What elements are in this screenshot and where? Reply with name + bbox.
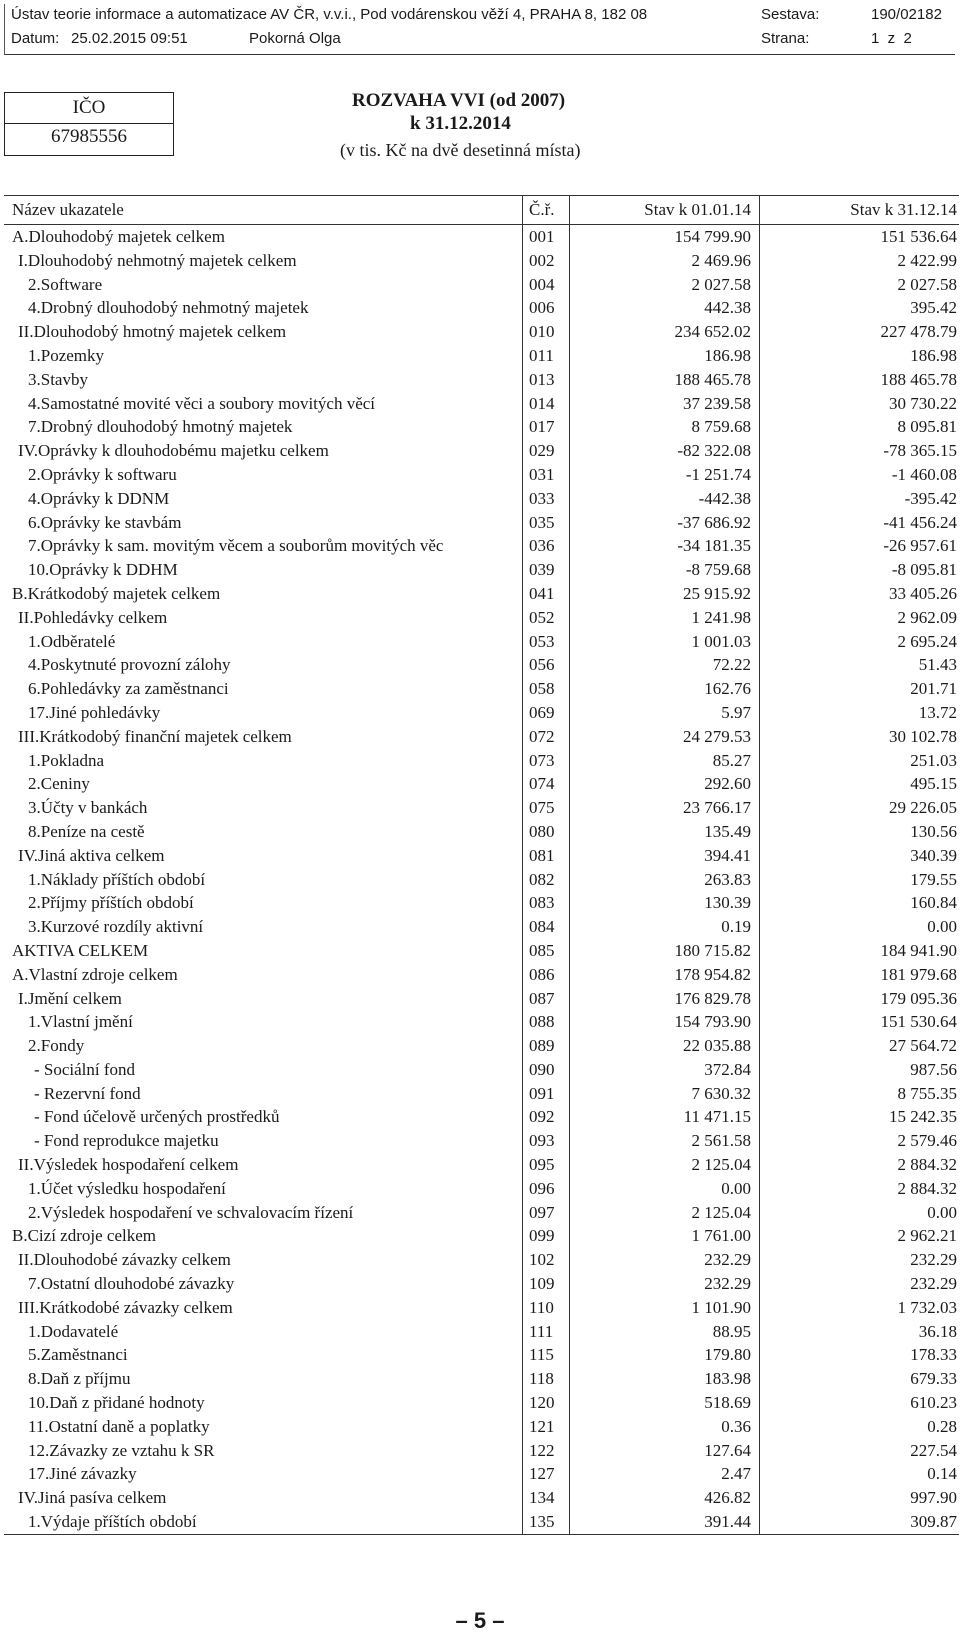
row-number: 001 — [522, 225, 570, 249]
row-name: 11.Ostatní daně a poplatky — [28, 1416, 210, 1436]
row-name: 2.Fondy — [28, 1036, 85, 1056]
row-number: 031 — [522, 463, 570, 487]
row-name: A.Dlouhodobý majetek celkem — [12, 227, 225, 246]
row-end-balance: 997.90 — [910, 1488, 957, 1508]
row-start-balance: 183.98 — [570, 1367, 760, 1391]
row-number: 004 — [522, 273, 570, 297]
row-start-balance: 1 761.00 — [570, 1224, 760, 1248]
row-number: 083 — [522, 891, 570, 915]
row-name: II.Výsledek hospodaření celkem — [18, 1155, 239, 1175]
table-row — [4, 1082, 959, 1106]
row-number: 087 — [522, 987, 570, 1011]
row-number: 035 — [522, 511, 570, 535]
row-start-balance: 2 125.04 — [570, 1201, 760, 1225]
row-end-balance: 186.98 — [910, 345, 957, 365]
row-start-balance: 2 027.58 — [570, 273, 760, 297]
row-end-balance: 151 536.64 — [880, 227, 957, 246]
row-end-balance: 160.84 — [910, 893, 957, 913]
row-end-balance: 2 422.99 — [897, 250, 957, 270]
table-row — [4, 891, 959, 915]
row-end-balance: 232.29 — [910, 1250, 957, 1270]
row-name: IV.Jiná aktiva celkem — [18, 845, 165, 865]
row-name: - Sociální fond — [34, 1059, 136, 1079]
row-end-balance: 227 478.79 — [880, 322, 957, 342]
table-row — [4, 392, 959, 416]
row-end-balance: 30 730.22 — [889, 393, 957, 413]
row-start-balance: 518.69 — [570, 1391, 760, 1415]
header-end-balance: Stav k 31.12.14 — [850, 200, 957, 219]
row-start-balance: 25 915.92 — [570, 582, 760, 606]
row-number: 011 — [522, 344, 570, 368]
row-number: 102 — [522, 1248, 570, 1272]
row-name: IV.Oprávky k dlouhodobému majetku celkem — [18, 441, 329, 461]
row-name: 1.Pokladna — [28, 750, 105, 770]
row-start-balance: -442.38 — [570, 487, 760, 511]
row-start-balance: 2.47 — [570, 1462, 760, 1486]
row-end-balance: -78 365.15 — [883, 441, 957, 461]
table-row — [4, 915, 959, 939]
report-subtitle: (v tis. Kč na dvě desetinná místa) — [340, 140, 581, 160]
row-start-balance: 22 035.88 — [570, 1034, 760, 1058]
balance-sheet-table — [4, 195, 959, 1535]
row-name: III.Krátkodobé závazky celkem — [18, 1297, 233, 1317]
table-row — [4, 963, 959, 987]
table-row — [4, 1415, 959, 1439]
row-end-balance: 251.03 — [910, 750, 957, 770]
row-end-balance: 8 755.35 — [897, 1083, 957, 1103]
row-number: 029 — [522, 439, 570, 463]
row-number: 072 — [522, 725, 570, 749]
row-start-balance: 292.60 — [570, 772, 760, 796]
row-name: 6.Pohledávky za zaměstnanci — [28, 679, 229, 699]
table-row — [4, 463, 959, 487]
row-number: 097 — [522, 1201, 570, 1225]
row-start-balance: 263.83 — [570, 868, 760, 892]
row-end-balance: 188 465.78 — [880, 369, 957, 389]
table-row — [4, 249, 959, 273]
row-number: 120 — [522, 1391, 570, 1415]
row-name: 3.Účty v bankách — [28, 798, 148, 818]
row-end-balance: 8 095.81 — [897, 417, 957, 437]
table-row — [4, 1034, 959, 1058]
row-start-balance: 394.41 — [570, 844, 760, 868]
row-start-balance: 135.49 — [570, 820, 760, 844]
table-row — [4, 749, 959, 773]
header-name: Název ukazatele — [12, 200, 124, 219]
row-name: AKTIVA CELKEM — [12, 940, 149, 960]
row-name: 3.Stavby — [28, 369, 88, 389]
table-row — [4, 582, 959, 606]
row-number: 013 — [522, 368, 570, 392]
row-end-balance: 33 405.26 — [889, 583, 957, 603]
table-row — [4, 1010, 959, 1034]
row-name: 2.Příjmy příštích období — [28, 893, 194, 913]
ico-label: IČO — [72, 97, 106, 118]
row-end-balance: -8 095.81 — [891, 560, 957, 580]
row-start-balance: 188 465.78 — [570, 368, 760, 392]
table-row — [4, 701, 959, 725]
row-end-balance: 309.87 — [910, 1512, 957, 1532]
row-end-balance: -26 957.61 — [883, 536, 957, 556]
row-number: 041 — [522, 582, 570, 606]
row-start-balance: 85.27 — [570, 749, 760, 773]
row-start-balance: 234 652.02 — [570, 320, 760, 344]
row-end-balance: 179 095.36 — [880, 988, 957, 1008]
table-row — [4, 939, 959, 963]
row-name: 4.Drobný dlouhodobý nehmotný majetek — [28, 298, 309, 318]
row-number: 017 — [522, 415, 570, 439]
row-number: 096 — [522, 1177, 570, 1201]
row-number: 118 — [522, 1367, 570, 1391]
row-end-balance: 36.18 — [918, 1321, 957, 1341]
row-number: 111 — [522, 1320, 570, 1344]
row-name: 1.Účet výsledku hospodaření — [28, 1178, 226, 1198]
table-row — [4, 273, 959, 297]
row-number: 092 — [522, 1105, 570, 1129]
table-row — [4, 1224, 959, 1248]
table-row — [4, 606, 959, 630]
row-end-balance: 178.33 — [910, 1345, 957, 1365]
row-number: 074 — [522, 772, 570, 796]
row-number: 052 — [522, 606, 570, 630]
row-number: 122 — [522, 1439, 570, 1463]
table-row — [4, 868, 959, 892]
row-name: 17.Jiné pohledávky — [28, 702, 161, 722]
institute-address: Ústav teorie informace a automatizace AV ČR, v.v.i., Pod vodárenskou věží 4, PRAHA 8, 182 08 — [11, 6, 648, 23]
row-end-balance: 495.15 — [910, 774, 957, 794]
row-number: 134 — [522, 1486, 570, 1510]
table-row — [4, 1058, 959, 1082]
table-row — [4, 1177, 959, 1201]
row-end-balance: 2 027.58 — [897, 274, 957, 294]
row-start-balance: 2 469.96 — [570, 249, 760, 273]
row-name: 1.Vlastní jmění — [28, 1012, 133, 1032]
row-start-balance: 1 241.98 — [570, 606, 760, 630]
table-row — [4, 630, 959, 654]
row-number: 058 — [522, 677, 570, 701]
table-row — [4, 1343, 959, 1367]
row-start-balance: 0.19 — [570, 915, 760, 939]
table-body — [4, 225, 959, 1535]
row-start-balance: 372.84 — [570, 1058, 760, 1082]
row-name: 1.Dodavatelé — [28, 1321, 119, 1341]
row-name: 10.Oprávky k DDHM — [28, 560, 178, 580]
row-number: 033 — [522, 487, 570, 511]
row-name: B.Cizí zdroje celkem — [12, 1226, 156, 1246]
row-name: 7.Drobný dlouhodobý hmotný majetek — [28, 417, 293, 437]
row-start-balance: 186.98 — [570, 344, 760, 368]
table-row — [4, 225, 959, 249]
table-row — [4, 820, 959, 844]
row-name: 2.Oprávky k softwaru — [28, 464, 177, 484]
row-start-balance: -1 251.74 — [570, 463, 760, 487]
row-end-balance: 29 226.05 — [889, 798, 957, 818]
table-row — [4, 1391, 959, 1415]
row-end-balance: 227.54 — [910, 1440, 957, 1460]
row-end-balance: 232.29 — [910, 1274, 957, 1294]
row-name: 5.Zaměstnanci — [28, 1345, 128, 1365]
row-number: 081 — [522, 844, 570, 868]
row-name: 8.Peníze na cestě — [28, 821, 145, 841]
row-number: 039 — [522, 558, 570, 582]
table-row — [4, 1486, 959, 1510]
row-start-balance: 2 561.58 — [570, 1129, 760, 1153]
row-start-balance: 1 001.03 — [570, 630, 760, 654]
row-end-balance: 0.28 — [927, 1416, 957, 1436]
table-row — [4, 1367, 959, 1391]
row-start-balance: 88.95 — [570, 1320, 760, 1344]
table-row — [4, 1248, 959, 1272]
row-name: III.Krátkodobý finanční majetek celkem — [18, 726, 292, 746]
row-name: 6.Oprávky ke stavbám — [28, 512, 182, 532]
row-end-balance: -41 456.24 — [883, 512, 957, 532]
row-number: 115 — [522, 1343, 570, 1367]
table-row — [4, 1296, 959, 1320]
row-name: 4.Poskytnuté provozní zálohy — [28, 655, 231, 675]
table-row — [4, 1439, 959, 1463]
sestava-label: Sestava: — [761, 6, 820, 23]
report-date: k 31.12.2014 — [410, 113, 511, 134]
row-end-balance: 30 102.78 — [889, 726, 957, 746]
row-start-balance: 37 239.58 — [570, 392, 760, 416]
table-row — [4, 653, 959, 677]
table-row — [4, 296, 959, 320]
row-start-balance: 176 829.78 — [570, 987, 760, 1011]
row-name: 17.Jiné závazky — [28, 1464, 137, 1484]
table-row — [4, 439, 959, 463]
table-row — [4, 1129, 959, 1153]
ico-box — [4, 92, 174, 156]
header-start-balance: Stav k 01.01.14 — [570, 196, 760, 224]
row-name: II.Dlouhodobý hmotný majetek celkem — [18, 322, 287, 342]
strana-label: Strana: — [761, 30, 810, 47]
row-name: 7.Oprávky k sam. movitým věcem a souborům movitých věc — [28, 536, 444, 556]
table-row — [4, 1201, 959, 1225]
table-row — [4, 1105, 959, 1129]
row-name: 8.Daň z příjmu — [28, 1369, 131, 1389]
row-name: A.Vlastní zdroje celkem — [12, 964, 178, 984]
row-name: 7.Ostatní dlouhodobé závazky — [28, 1274, 235, 1294]
report-title: ROZVAHA VVI (od 2007) — [352, 90, 566, 111]
row-start-balance: 11 471.15 — [570, 1105, 760, 1129]
row-start-balance: 154 793.90 — [570, 1010, 760, 1034]
row-end-balance: 2 884.32 — [897, 1178, 957, 1198]
table-row — [4, 772, 959, 796]
row-name: - Fond účelově určených prostředků — [34, 1107, 280, 1127]
table-header — [4, 195, 959, 225]
row-end-balance: 0.00 — [927, 1202, 957, 1222]
row-end-balance: 2 579.46 — [897, 1131, 957, 1151]
row-number: 080 — [522, 820, 570, 844]
table-row — [4, 511, 959, 535]
table-row — [4, 987, 959, 1011]
strana-value: 1 z 2 — [871, 30, 912, 47]
row-number: 091 — [522, 1082, 570, 1106]
row-number: 084 — [522, 915, 570, 939]
row-name: 1.Náklady příštích období — [28, 869, 206, 889]
ico-divider — [5, 123, 173, 124]
row-end-balance: 184 941.90 — [880, 940, 957, 960]
row-start-balance: 7 630.32 — [570, 1082, 760, 1106]
table-row — [4, 487, 959, 511]
row-start-balance: 0.36 — [570, 1415, 760, 1439]
row-end-balance: 151 530.64 — [880, 1012, 957, 1032]
table-row — [4, 1272, 959, 1296]
row-start-balance: 232.29 — [570, 1272, 760, 1296]
row-end-balance: 51.43 — [918, 655, 957, 675]
row-number: 036 — [522, 534, 570, 558]
row-start-balance: 127.64 — [570, 1439, 760, 1463]
row-start-balance: 391.44 — [570, 1510, 760, 1534]
row-start-balance: 2 125.04 — [570, 1153, 760, 1177]
row-name: 2.Ceniny — [28, 774, 90, 794]
row-number: 088 — [522, 1010, 570, 1034]
row-start-balance: 23 766.17 — [570, 796, 760, 820]
row-end-balance: 15 242.35 — [889, 1107, 957, 1127]
datum-value: 25.02.2015 09:51 — [71, 30, 188, 47]
row-start-balance: -34 181.35 — [570, 534, 760, 558]
row-start-balance: 8 759.68 — [570, 415, 760, 439]
row-end-balance: 0.00 — [927, 917, 957, 937]
table-row — [4, 558, 959, 582]
row-end-balance: 201.71 — [910, 679, 957, 699]
row-start-balance: 130.39 — [570, 891, 760, 915]
table-row — [4, 1510, 959, 1534]
row-name: II.Pohledávky celkem — [18, 607, 168, 627]
row-start-balance: 180 715.82 — [570, 939, 760, 963]
datum-label: Datum: — [11, 30, 60, 47]
row-end-balance: 1 732.03 — [897, 1297, 957, 1317]
row-name: I.Dlouhodobý nehmotný majetek celkem — [18, 250, 297, 270]
row-name: 4.Samostatné movité věci a soubory movitých věcí — [28, 393, 376, 413]
row-end-balance: 340.39 — [910, 845, 957, 865]
row-start-balance: -8 759.68 — [570, 558, 760, 582]
row-start-balance: 0.00 — [570, 1177, 760, 1201]
row-number: 085 — [522, 939, 570, 963]
row-number: 069 — [522, 701, 570, 725]
table-row — [4, 725, 959, 749]
row-end-balance: 987.56 — [910, 1059, 957, 1079]
row-start-balance: 442.38 — [570, 296, 760, 320]
table-row — [4, 534, 959, 558]
row-number: 135 — [522, 1510, 570, 1534]
row-start-balance: 426.82 — [570, 1486, 760, 1510]
row-end-balance: 2 884.32 — [897, 1155, 957, 1175]
row-number: 053 — [522, 630, 570, 654]
row-name: 1.Pozemky — [28, 345, 105, 365]
row-name: 12.Závazky ze vztahu k SR — [28, 1440, 215, 1460]
row-number: 073 — [522, 749, 570, 773]
row-name: 2.Výsledek hospodaření ve schvalovacím řízení — [28, 1202, 354, 1222]
row-name: B.Krátkodobý majetek celkem — [12, 583, 221, 603]
row-number: 056 — [522, 653, 570, 677]
row-number: 121 — [522, 1415, 570, 1439]
row-end-balance: 679.33 — [910, 1369, 957, 1389]
row-end-balance: 2 962.09 — [897, 607, 957, 627]
row-end-balance: 0.14 — [927, 1464, 957, 1484]
row-end-balance: 179.55 — [910, 869, 957, 889]
row-end-balance: 13.72 — [918, 702, 957, 722]
report-header — [4, 4, 955, 55]
row-number: 014 — [522, 392, 570, 416]
row-name: I.Jmění celkem — [18, 988, 122, 1008]
table-row — [4, 344, 959, 368]
row-start-balance: 179.80 — [570, 1343, 760, 1367]
row-number: 002 — [522, 249, 570, 273]
header-row-number: Č.ř. — [522, 196, 570, 224]
row-number: 093 — [522, 1129, 570, 1153]
row-start-balance: 72.22 — [570, 653, 760, 677]
row-end-balance: -1 460.08 — [891, 464, 957, 484]
row-end-balance: 610.23 — [910, 1393, 957, 1413]
row-start-balance: 154 799.90 — [570, 225, 760, 249]
table-row — [4, 368, 959, 392]
row-number: 006 — [522, 296, 570, 320]
row-number: 099 — [522, 1224, 570, 1248]
row-number: 082 — [522, 868, 570, 892]
row-start-balance: -37 686.92 — [570, 511, 760, 535]
row-name: - Fond reprodukce majetku — [34, 1131, 219, 1151]
table-row — [4, 1320, 959, 1344]
row-start-balance: 162.76 — [570, 677, 760, 701]
row-start-balance: 1 101.90 — [570, 1296, 760, 1320]
table-row — [4, 1153, 959, 1177]
row-name: 1.Výdaje příštích období — [28, 1512, 197, 1532]
row-start-balance: 232.29 — [570, 1248, 760, 1272]
table-row — [4, 844, 959, 868]
ico-value: 67985556 — [51, 126, 127, 147]
row-number: 127 — [522, 1462, 570, 1486]
table-row — [4, 320, 959, 344]
page-number: – 5 – — [455, 1608, 505, 1633]
row-name: IV.Jiná pasíva celkem — [18, 1488, 167, 1508]
row-end-balance: 2 695.24 — [897, 631, 957, 651]
row-name: 4.Oprávky k DDNM — [28, 488, 170, 508]
row-name: 2.Software — [28, 274, 103, 294]
row-start-balance: -82 322.08 — [570, 439, 760, 463]
table-row — [4, 1462, 959, 1486]
row-end-balance: 27 564.72 — [889, 1036, 957, 1056]
row-name: 3.Kurzové rozdíly aktivní — [28, 917, 204, 937]
row-number: 010 — [522, 320, 570, 344]
table-row — [4, 415, 959, 439]
row-number: 090 — [522, 1058, 570, 1082]
row-number: 086 — [522, 963, 570, 987]
row-start-balance: 5.97 — [570, 701, 760, 725]
row-name: 1.Odběratelé — [28, 631, 116, 651]
row-end-balance: 395.42 — [910, 298, 957, 318]
row-end-balance: 2 962.21 — [897, 1226, 957, 1246]
row-end-balance: 130.56 — [910, 821, 957, 841]
row-start-balance: 24 279.53 — [570, 725, 760, 749]
row-name: II.Dlouhodobé závazky celkem — [18, 1250, 231, 1270]
row-number: 110 — [522, 1296, 570, 1320]
row-start-balance: 178 954.82 — [570, 963, 760, 987]
person-name: Pokorná Olga — [249, 30, 341, 47]
row-number: 089 — [522, 1034, 570, 1058]
table-row — [4, 677, 959, 701]
row-end-balance: 181 979.68 — [880, 964, 957, 984]
row-end-balance: -395.42 — [904, 488, 957, 508]
row-name: - Rezervní fond — [34, 1083, 141, 1103]
table-row — [4, 796, 959, 820]
sestava-value: 190/02182 — [871, 6, 942, 23]
row-number: 075 — [522, 796, 570, 820]
row-number: 095 — [522, 1153, 570, 1177]
row-number: 109 — [522, 1272, 570, 1296]
row-name: 10.Daň z přidané hodnoty — [28, 1393, 205, 1413]
